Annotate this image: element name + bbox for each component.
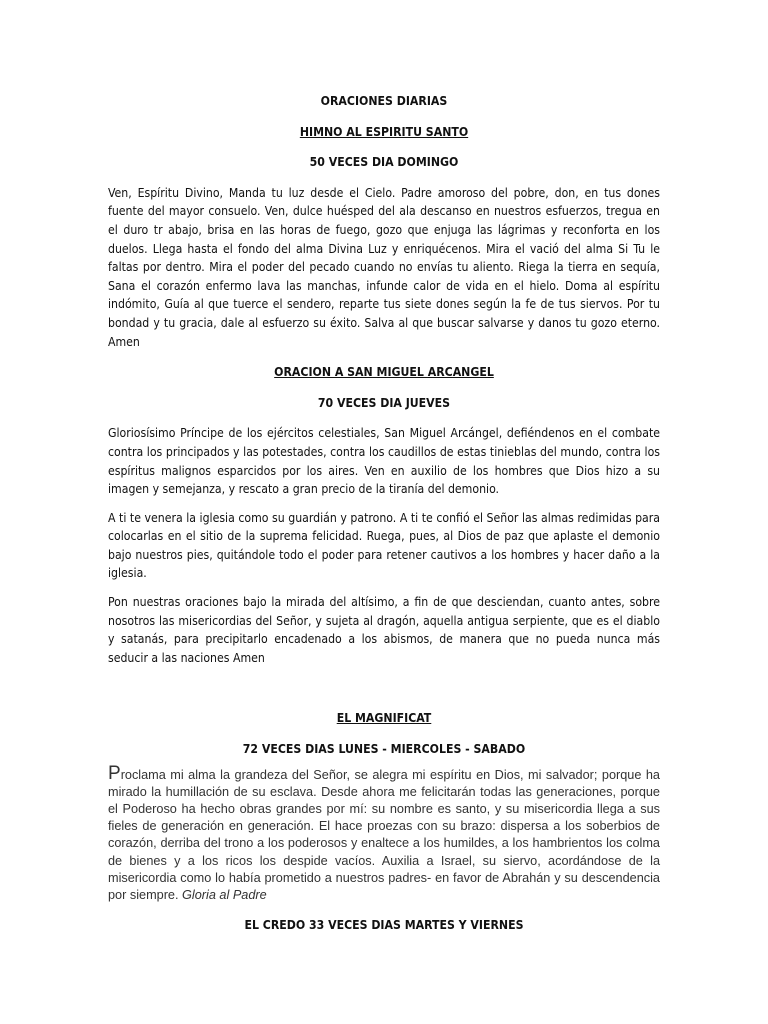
hymn-heading: HIMNO AL ESPIRITU SANTO — [299, 124, 469, 139]
magnificat-body: roclama mi alma la grandeza del Señor, se alegra mi espíritu en Dios, mi salvador; porque ha mirado la humillación de su esclava. Desde ahora me felicitarán todas las generaciones, porque el Poderoso ha hecho obras grandes por mí: su nombre es santo, y su misericordia llega a sus fieles de generación en generación. El hace proezas con su brazo: dispersa a los soberbios de corazón, derriba del trono a los poderosos y enaltece a los humildes, a los hambrientos los colma de bienes y a los ricos los despide vacíos. Auxilia a Israel, su siervo, acordándose de la misericordia como lo había prometido a nuestros padres- en favor de Abrahán y su descendencia por siempre. — [108, 767, 660, 903]
michael-paragraph-3: Pon nuestras oraciones bajo la mirada del altísimo, a fin de que desciendan, cuanto antes, sobre nosotros las misericordias del Señor, y sujeta al dragón, aquella antigua serpiente, que es el diablo y satanás, para precipitarlo encadenado a los abismos, de manera que no pueda nunca más seducir a las naciones Amen — [108, 595, 660, 665]
michael-paragraph-2: A ti te venera la iglesia como su guardián y patrono. A ti te confió el Señor las almas redimidas para colocarlas en el sitio de la suprema felicidad. Ruega, pues, al Dios de paz que aplaste el demonio bajo nuestros pies, quitándole todo el poder para retener cautivos a los hombres y hacer daño a la iglesia. — [108, 510, 660, 581]
document-title: ORACIONES DIARIAS — [320, 94, 448, 108]
magnificat-schedule: 72 VECES DIAS LUNES - MIERCOLES - SABADO — [242, 742, 526, 757]
magnificat-closing: Gloria al Padre — [182, 888, 267, 903]
michael-heading: ORACION A SAN MIGUEL ARCANGEL — [274, 365, 494, 380]
magnificat-text — [108, 762, 660, 905]
magnificat-heading: EL MAGNIFICAT — [336, 711, 432, 726]
michael-paragraph-1: Gloriosísimo Príncipe de los ejércitos celestiales, San Miguel Arcángel, defiéndenos en el combate contra los principados y las potestades, contra los caudillos de estas tinieblas del mundo, contra los espíritus malignos esparcidos por los aires. Ven en auxilio de los hombres que Dios hizo a su imagen y semejanza, y rescato a gran precio de la tiranía del demonio. — [108, 426, 660, 497]
document-page — [108, 88, 660, 935]
michael-schedule: 70 VECES DIA JUEVES — [317, 395, 451, 410]
hymn-text: Ven, Espíritu Divino, Manda tu luz desde el Cielo. Padre amoroso del pobre, don, en tus dones fuente del mayor consuelo. Ven, dulce huésped del ala descanso en nuestros esfuerzos, tregua en el duro tr abajo, brisa en las horas de fuego, gozo que enjuga las lágrimas y reconforta en los duelos. Llega hasta el fondo del alma Divina Luz y enriquécenos. Mira el vació del alma Si Tu le faltas por dentro. Mira el poder del pecado cuando no envías tu aliento. Riega la tierra en sequía, Sana el corazón enfermo lava las manchas, infunde calor de vida en el hielo. Doma al espíritu indómito, Guía al que tuerce el sendero, reparte tus siete dones según la fe de tus siervos. Por tu bondad y tu gracia, dale al esfuerzo su éxito. Salva al que buscar salvarse y danos tu gozo eterno. Amen — [108, 185, 660, 349]
credo-heading: EL CREDO 33 VECES DIAS MARTES Y VIERNES — [244, 918, 524, 933]
magnificat-drop-cap: P — [108, 762, 121, 784]
hymn-schedule: 50 VECES DIA DOMINGO — [309, 155, 459, 170]
